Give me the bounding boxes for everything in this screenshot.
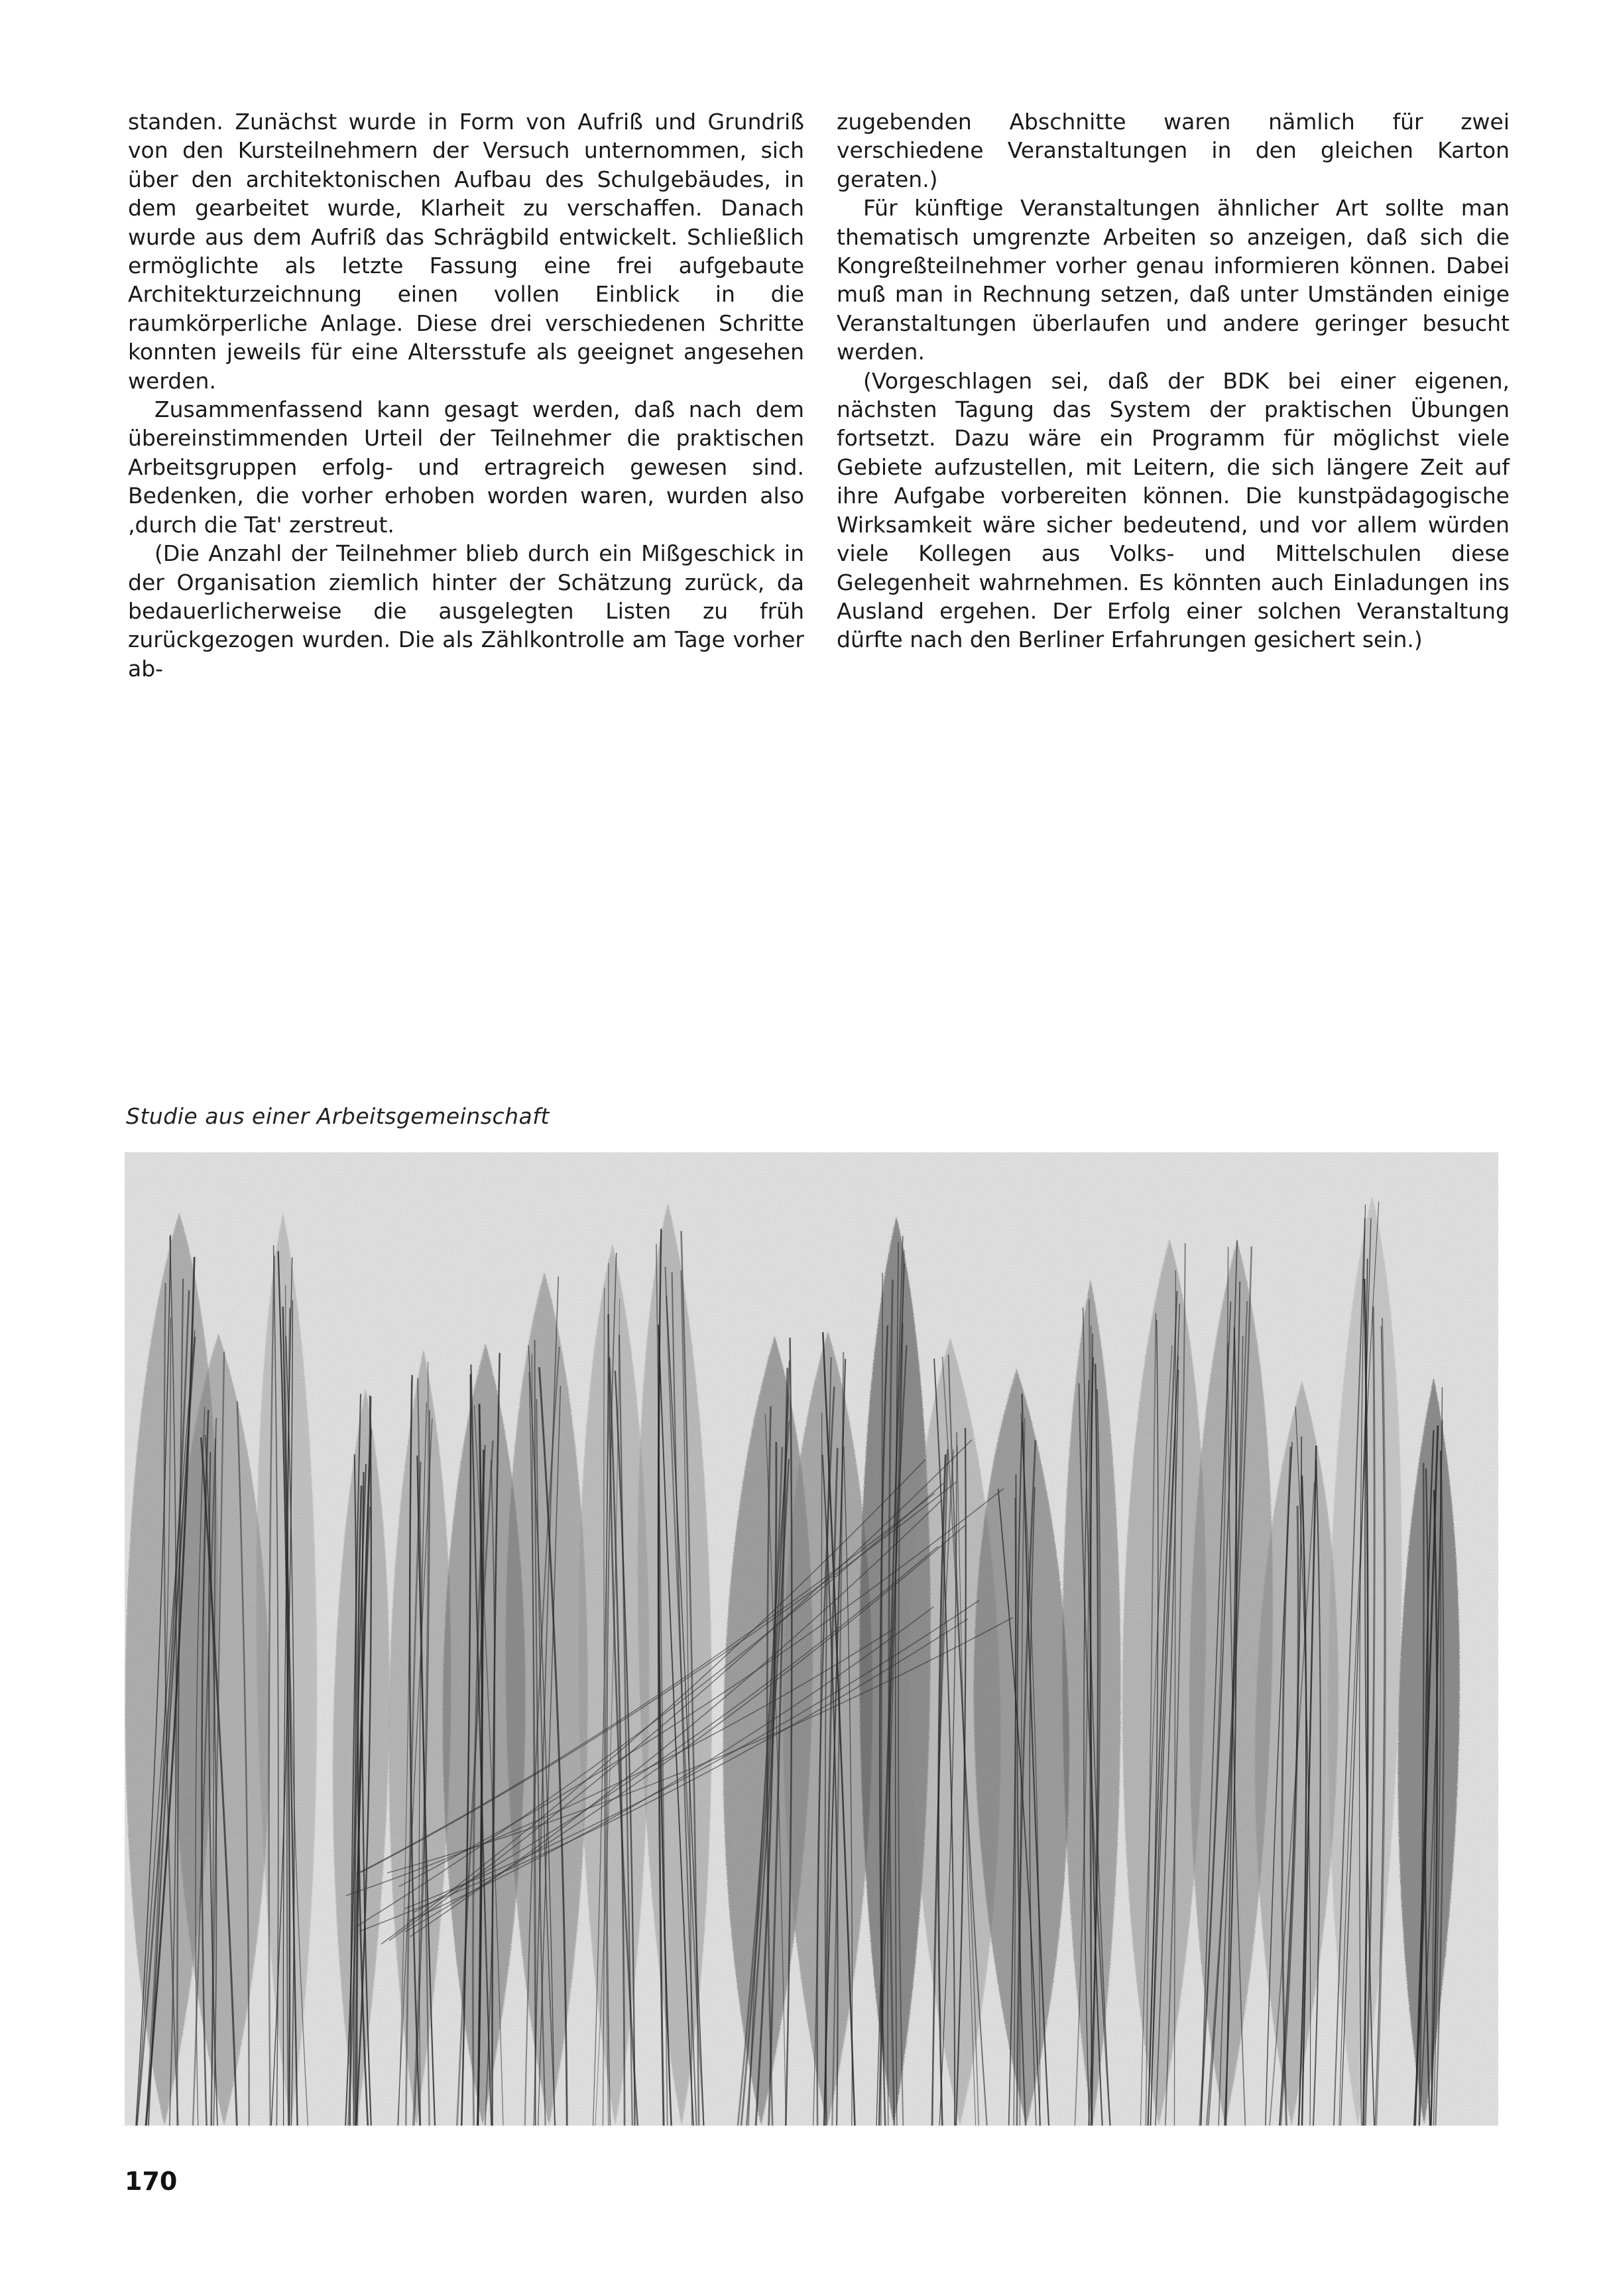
paragraph: zugebenden Abschnitte waren nämlich für zwei verschiedene Veranstaltungen in den gleichen Karton geraten.)	[837, 109, 1510, 192]
grass-ear-drawing-icon	[125, 1152, 1498, 2126]
paragraph: standen. Zunächst wurde in Form von Aufriß und Grundriß von den Kursteilnehmern der Versuch unternommen, sich über den architektonischen Aufbau des Schulgebäudes, in dem gearbeitet wurde, Klarheit zu verschaffen. Danach wurde aus dem Aufriß das Schrägbild entwickelt. Schließlich ermöglichte als letzte Fassung eine frei aufgebaute Architekturzeichnung einen vollen Einblick in die raumkörperliche Anlage. Diese drei verschiedenen Schritte konnten jeweils für eine Altersstufe als geeignet angesehen werden.	[128, 109, 804, 394]
paragraph: Für künftige Veranstaltungen ähnlicher Art sollte man thematisch umgrenzte Arbeiten so anzeigen, daß sich die Kongreßteilnehmer vorher genau informieren können. Dabei muß man in Rechnung setzen, daß unter Umständen einige Veranstaltungen überlaufen und andere geringer besucht werden.	[837, 195, 1510, 365]
page-number: 170	[125, 2167, 178, 2196]
paragraph: Zusammenfassend kann gesagt werden, daß nach dem übereinstimmenden Urteil der Teilnehmer die praktischen Arbeitsgruppen erfolg- und ertragreich gewesen sind. Bedenken, die vorher erhoben worden waren, wurden also ‚durch die Tat' zerstreut.	[128, 396, 804, 538]
right-text-column	[837, 107, 1510, 654]
paragraph: (Vorgeschlagen sei, daß der BDK bei einer eigenen, nächsten Tagung das System der praktischen Übungen fortsetzt. Dazu wäre ein Programm für möglichst viele Gebiete aufzustellen, mit Leitern, die sich längere Zeit auf ihre Aufgabe vorbereiten können. Die kunstpädagogische Wirksamkeit wäre sicher bedeutend, und vor allem würden viele Kollegen aus Volks- und Mittelschulen diese Gelegenheit wahrnehmen. Es könnten auch Einladungen ins Ausland ergehen. Der Erfolg einer solchen Veranstaltung dürfte nach den Berliner Erfahrungen gesichert sein.)	[837, 367, 1510, 653]
paragraph: (Die Anzahl der Teilnehmer blieb durch ein Mißgeschick in der Organisation ziemlich hinter der Schätzung zurück, da bedauerlicherweise die ausgelegten Listen zu früh zurückgezogen wurden. Die als Zählkontrolle am Tage vorher ab-	[128, 540, 804, 682]
figure-caption: Studie aus einer Arbeitsgemeinschaft	[126, 1103, 550, 1129]
left-text-column	[128, 107, 804, 683]
grass-ear-drawing	[125, 1152, 1498, 2126]
